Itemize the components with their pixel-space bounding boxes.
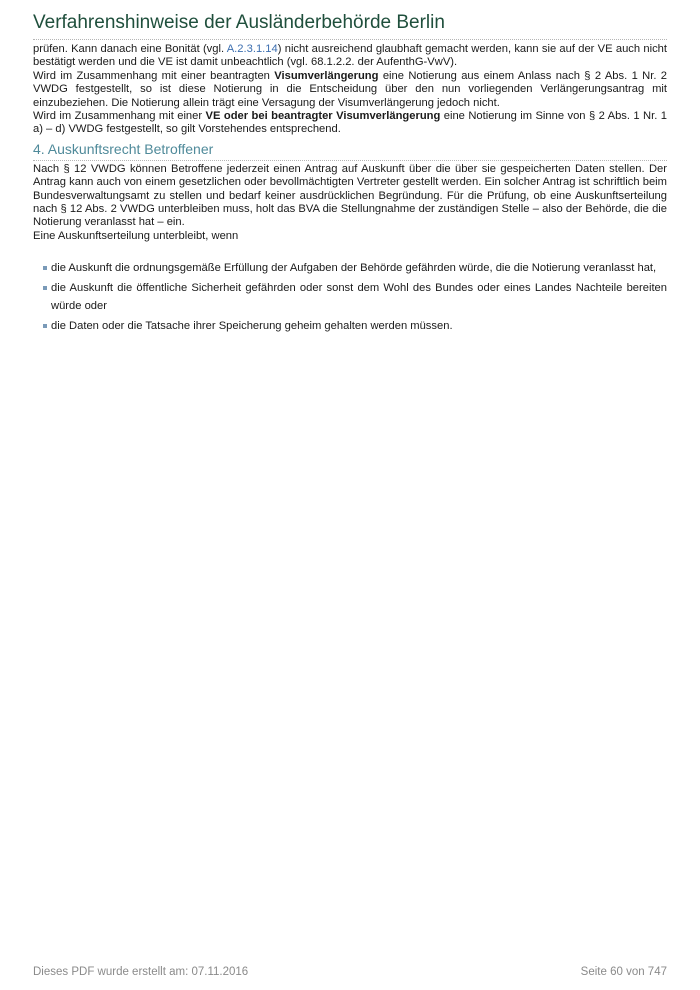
list-item: [43, 259, 667, 278]
bold-term-visumverlaengerung: Visumverlängerung: [274, 69, 379, 82]
document-title: Verfahrenshinweise der Ausländerbehörde Berlin: [33, 12, 445, 33]
list-item: [43, 279, 667, 316]
paragraph-bonitaet: [33, 43, 667, 70]
bold-term-ve-visumverlaengerung: VE oder bei beantragter Visumverlängerung: [205, 110, 441, 123]
paragraph-lead: Eine Auskunftserteilung unterbleibt, wenn: [33, 229, 239, 242]
document-content: [33, 43, 667, 336]
paragraph-auskunftsantrag: Nach § 12 VWDG können Betroffene jederzeit einen Antrag auf Auskunft über die über sie gespeicherten Daten stellen. Der Antrag kann auch von einem gesetzlichen oder bevollmächtigten Vertreter gestellt werden. Ein solcher Antrag ist schriftlich beim Bundesverwaltungsamt zu stellen und bedarf keiner ausdrücklichen Begründung. Für die Prüfung, ob eine Auskunftserteilung nach § 12 Abs. 2 VWDG unterbleiben muss, holt das BVA die Stellungnahme der zuständigen Stelle – also der Behörde, die die Notierung veranlasst hat – ein.: [33, 162, 667, 229]
reference-link-a-2-3-1-14[interactable]: A.2.3.1.14: [226, 43, 278, 55]
section-heading-auskunftsrecht: 4. Auskunftsrecht Betroffener: [33, 141, 667, 161]
paragraph-text: eine Notierung aus einem Anlass nach § 2 Abs. 1 Nr. 2 VWDG festgestellt, so ist diese Notierung in die Entscheidung über den nun vorliegenden Verlängerungsantrag mit einzubeziehen. Die Notierung allein trägt eine Versagung der Visumverlängerung jedoch nicht.: [33, 69, 667, 109]
square-bullet-icon: [43, 286, 47, 290]
list-item-text: die Daten oder die Tatsache ihrer Speicherung geheim gehalten werden müssen.: [51, 319, 453, 332]
paragraph-visumverlaengerung: [33, 70, 667, 110]
list-item: [43, 317, 667, 336]
footer-created-date: Dieses PDF wurde erstellt am: 07.11.2016: [33, 966, 249, 978]
paragraph-text: eine Notierung im Sinne von § 2 Abs. 1 Nr. 1 a) – d) VWDG festgestellt, so gilt Vorstehendes entsprechend.: [33, 110, 667, 136]
list-item-text: die Auskunft die öffentliche Sicherheit gefährden oder sonst dem Wohl des Bundes oder eines Landes Nachteile bereiten würde oder: [51, 281, 667, 313]
square-bullet-icon: [43, 324, 47, 328]
paragraph-text: prüfen. Kann danach eine Bonität (vgl.: [33, 43, 227, 55]
list-item-text: die Auskunft die ordnungsgemäße Erfüllung der Aufgaben der Behörde gefährden würde, die die Notierung veranlasst hat,: [51, 262, 657, 275]
paragraph-ve-visumverlaengerung: [33, 110, 667, 137]
bullet-list: [33, 259, 667, 335]
square-bullet-icon: [43, 266, 47, 270]
paragraph-text: ) nicht ausreichend glaubhaft gemacht werden, kann sie auf der VE auch nicht bestätigt werden und die VE ist damit unbeachtlich (vgl. 68.1.2.2. der AufenthG-VwV).: [33, 43, 667, 69]
page-footer: [33, 966, 667, 978]
paragraph-text: Wird im Zusammenhang mit einer beantragten: [33, 69, 275, 82]
page-header: [33, 12, 667, 40]
section-body: [33, 163, 667, 243]
paragraph-text: Wird im Zusammenhang mit einer: [33, 110, 206, 123]
footer-page-number: Seite 60 von 747: [580, 966, 667, 978]
